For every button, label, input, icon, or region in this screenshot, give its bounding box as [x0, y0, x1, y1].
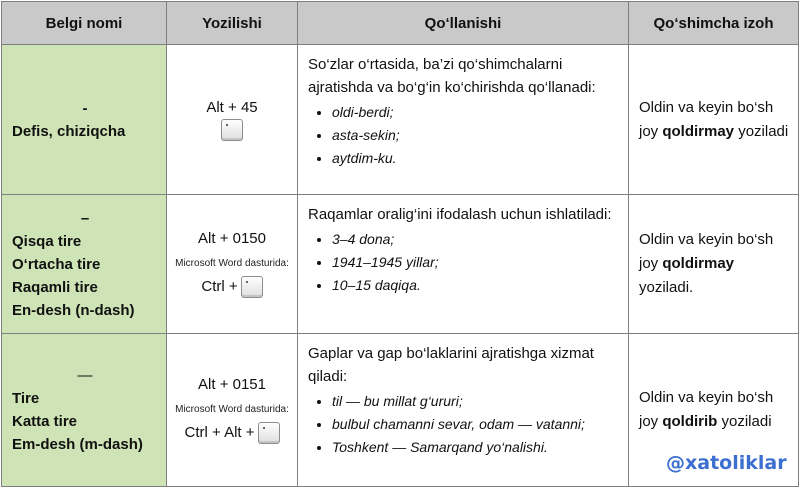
alt-code: Alt + 0150 [198, 230, 266, 247]
list-item: • 10–15 daqiqa. [332, 274, 618, 297]
list-item: • aytdim-ku. [332, 147, 618, 170]
alt-code: Alt + 0151 [198, 376, 266, 393]
list-item: • til — bu millat g‘ururi; [332, 390, 618, 413]
note-text: Oldin va keyin bo‘sh joy [639, 389, 774, 430]
note-text: yoziladi [734, 122, 789, 140]
watermark: @xatoliklar [666, 452, 787, 474]
header-note: Qo‘shimcha izoh [629, 2, 799, 45]
usage-text: So‘zlar o‘rtasida, ba’zi qo‘shimchalarni ajratishda va bo‘g‘in ko‘chirishda qo‘llanadi: [308, 56, 596, 96]
sign-name: O‘rtacha tire [12, 255, 101, 273]
usage-cell [298, 334, 629, 487]
key-icon [221, 119, 243, 141]
note-emphasis: qoldirmay [662, 255, 735, 272]
header-name: Belgi nomi [2, 2, 167, 45]
note-text: yoziladi [717, 413, 772, 430]
sign-name: Em-desh (m-dash) [12, 436, 143, 453]
sign-name: Katta tire [12, 413, 78, 430]
header-row [2, 2, 799, 45]
key-icon [241, 276, 263, 298]
sign-name: En-desh (n-dash) [12, 301, 135, 319]
example-list [308, 390, 618, 459]
usage-cell [298, 45, 629, 195]
usage-text: Gaplar va gap bo‘laklarini ajratishga xizmat qiladi: [308, 345, 594, 385]
sign-name-cell [2, 45, 167, 195]
list-item: • oldi-berdi; [332, 101, 618, 124]
input-cell [167, 195, 298, 334]
note-cell [629, 195, 799, 334]
note-text: Oldin va keyin bo‘sh joy [639, 98, 774, 140]
word-note: Microsoft Word dasturida: [175, 404, 289, 415]
word-shortcut: Ctrl + [201, 277, 238, 295]
sign-symbol: – [80, 209, 90, 227]
note-emphasis: qoldirmay [662, 122, 735, 140]
input-cell [167, 45, 298, 195]
key-icon [258, 422, 280, 444]
sign-name: Tire [12, 390, 40, 407]
note-emphasis: qoldirib [662, 413, 718, 430]
usage-text: Raqamlar oralig‘ini ifodalash uchun ishlatiladi: [308, 206, 612, 223]
note-text: yoziladi. [639, 279, 694, 296]
sign-name: Defis, chiziqcha [12, 122, 126, 140]
input-cell [167, 334, 298, 487]
note-text: Oldin va keyin bo‘sh joy [639, 231, 774, 272]
sign-name: Qisqa tire [12, 232, 82, 250]
header-usage: Qo‘llanishi [298, 2, 629, 45]
list-item: • 1941–1945 yillar; [332, 251, 618, 274]
note-cell [629, 45, 799, 195]
list-item: • 3–4 dona; [332, 228, 618, 251]
sign-name: Raqamli tire [12, 278, 98, 296]
table-row [2, 195, 799, 334]
list-item: • Toshkent — Samarqand yo‘nalishi. [332, 436, 618, 459]
sign-symbol: — [77, 367, 93, 384]
word-shortcut: Ctrl + Alt + [184, 423, 255, 441]
usage-cell [298, 195, 629, 334]
sign-symbol: - [82, 99, 88, 117]
alt-code: Alt + 45 [206, 98, 258, 116]
list-item: • asta-sekin; [332, 124, 618, 147]
header-input: Yozilishi [167, 2, 298, 45]
example-list [308, 228, 618, 297]
punctuation-table [1, 1, 799, 487]
sign-name-cell [2, 334, 167, 487]
example-list [308, 101, 618, 170]
list-item: • bulbul chamanni sevar, odam — vatanni; [332, 413, 618, 436]
table-row [2, 45, 799, 195]
sign-name-cell [2, 195, 167, 334]
word-note: Microsoft Word dasturida: [175, 258, 289, 269]
